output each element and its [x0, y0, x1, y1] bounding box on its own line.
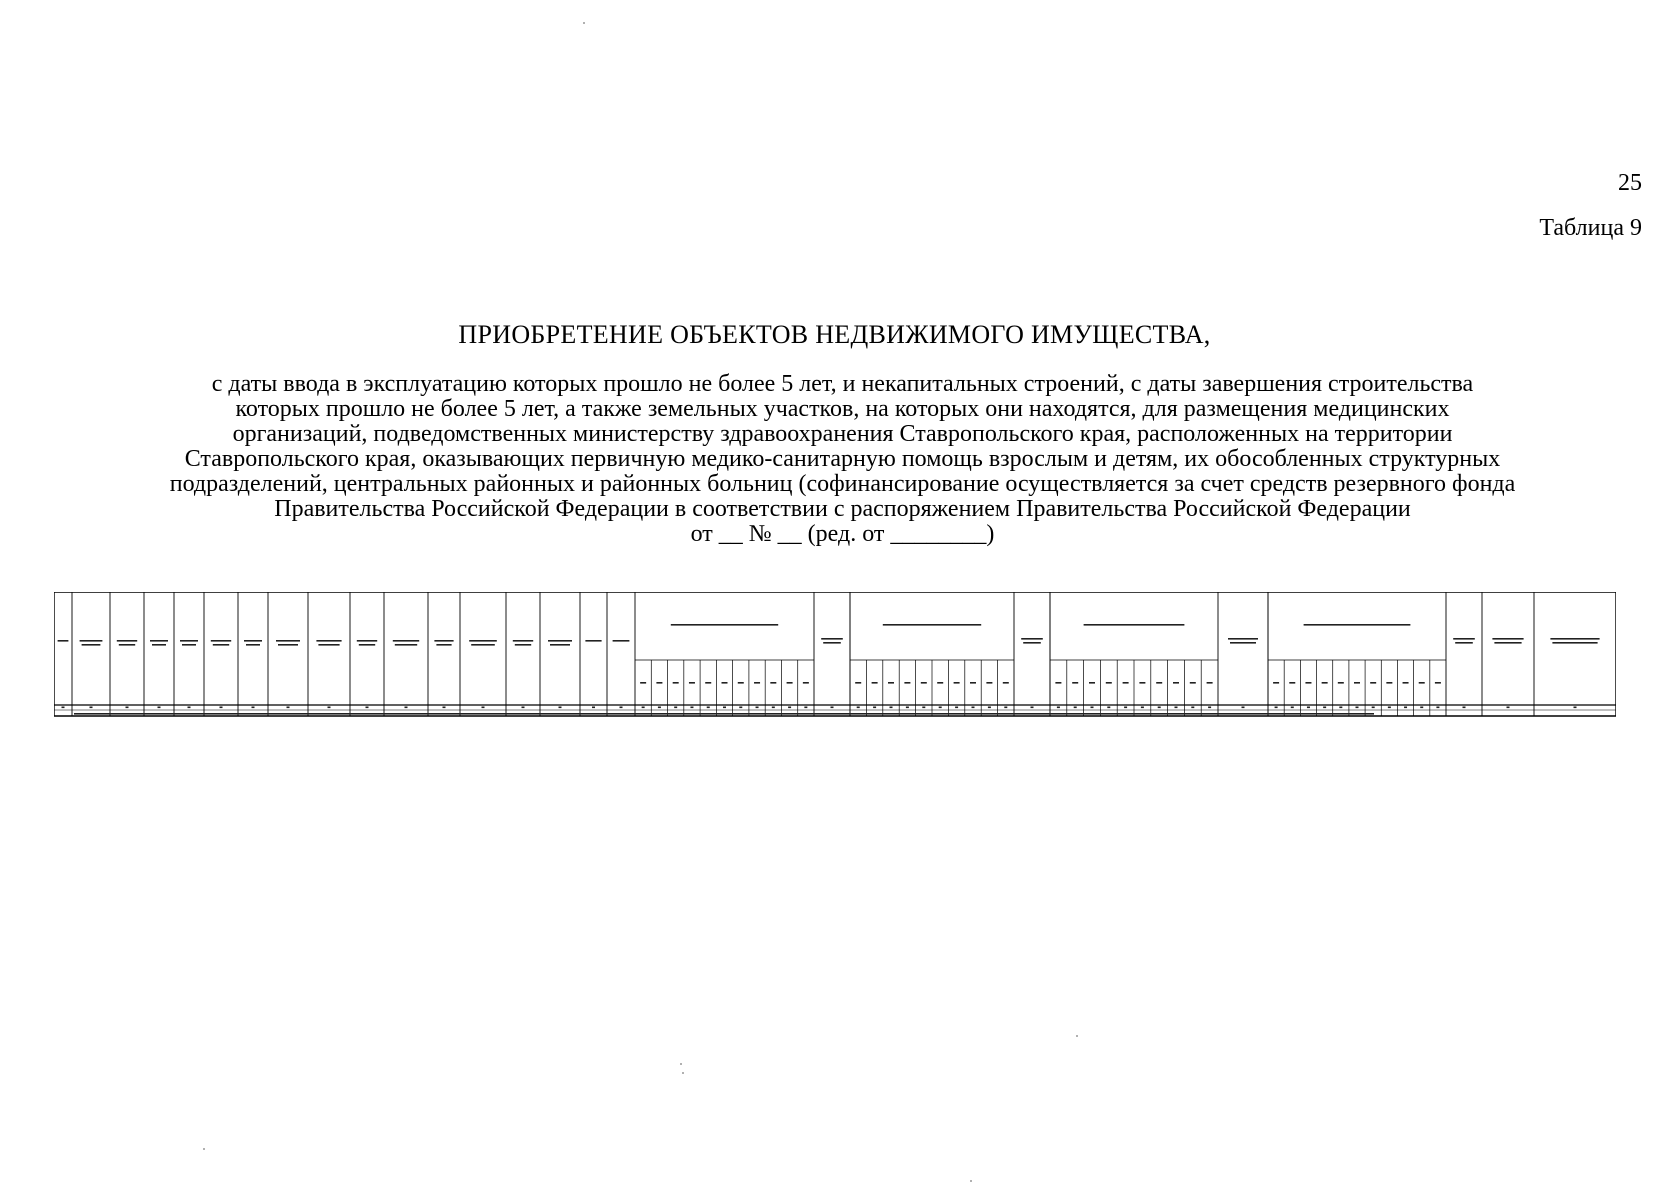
illegible-column-number [772, 707, 775, 709]
illegible-subcolumn-heading [872, 682, 878, 684]
illegible-column-number [857, 707, 860, 709]
illegible-column-number [707, 707, 710, 709]
illegible-column-heading [318, 644, 339, 646]
illegible-subcolumn-heading [954, 682, 960, 684]
illegible-subcolumn-heading [738, 682, 744, 684]
data-table [54, 592, 1616, 722]
illegible-column-heading [213, 644, 229, 646]
illegible-column-heading [316, 640, 341, 642]
scan-speck [680, 1063, 682, 1065]
illegible-column-number [1323, 707, 1326, 709]
illegible-column-number [831, 707, 834, 709]
illegible-column-number [739, 707, 742, 709]
illegible-subcolumn-heading [656, 682, 662, 684]
illegible-column-heading [119, 644, 135, 646]
illegible-column-number [939, 707, 942, 709]
illegible-column-heading [276, 640, 300, 642]
illegible-subcolumn-heading [1173, 682, 1179, 684]
scan-speck [583, 22, 585, 24]
illegible-column-heading [246, 644, 260, 646]
illegible-column-number [1463, 707, 1466, 709]
illegible-column-heading [1453, 638, 1475, 640]
scan-speck [970, 1180, 972, 1182]
illegible-subcolumn-heading [1055, 682, 1061, 684]
illegible-subcolumn-heading [937, 682, 943, 684]
illegible-subcolumn-heading [888, 682, 894, 684]
illegible-column-number [620, 707, 623, 709]
illegible-subcolumn-heading [673, 682, 679, 684]
illegible-subcolumn-heading [1305, 682, 1311, 684]
illegible-column-heading [1021, 638, 1043, 640]
illegible-column-number [1307, 707, 1310, 709]
illegible-subcolumn-heading [904, 682, 910, 684]
illegible-column-heading [150, 640, 168, 642]
illegible-column-heading [58, 640, 69, 642]
illegible-column-number [366, 707, 369, 709]
illegible-column-number [642, 707, 645, 709]
subtitle-line: от __ № __ (ред. от ________) [690, 521, 995, 547]
illegible-subcolumn-heading [1190, 682, 1196, 684]
illegible-column-heading [436, 644, 451, 646]
illegible-column-heading [585, 640, 601, 642]
illegible-column-number [906, 707, 909, 709]
illegible-column-heading [515, 644, 531, 646]
illegible-group-heading [1304, 624, 1411, 626]
illegible-column-number [559, 707, 562, 709]
illegible-column-number [1057, 707, 1060, 709]
illegible-column-heading [513, 640, 533, 642]
subtitle-line: которых прошло не более 5 лет, а также земельных участков, на которых они находятся, для размещения медицинских [235, 396, 1450, 422]
illegible-column-number [658, 707, 661, 709]
illegible-column-heading [613, 640, 630, 642]
illegible-subcolumn-heading [770, 682, 776, 684]
illegible-subcolumn-heading [1207, 682, 1213, 684]
illegible-column-heading [1023, 642, 1041, 644]
illegible-subcolumn-heading [1156, 682, 1162, 684]
illegible-column-number [756, 707, 759, 709]
document-title: ПРИОБРЕТЕНИЕ ОБЪЕКТОВ НЕДВИЖИМОГО ИМУЩЕСТВА, [458, 320, 1211, 349]
illegible-column-heading [548, 640, 572, 642]
subtitle-line: организаций, подведомственных министерству здравоохранения Ставропольского края, расположенных на территории [232, 421, 1453, 447]
illegible-column-number [252, 707, 255, 709]
subtitle-line: подразделений, центральных районных и районных больниц (софинансирование осуществляется за счет средств резервного фонда [169, 471, 1516, 497]
illegible-subcolumn-heading [754, 682, 760, 684]
illegible-subcolumn-heading [1139, 682, 1145, 684]
illegible-column-heading [244, 640, 262, 642]
illegible-column-number [1141, 707, 1144, 709]
illegible-column-number [1091, 707, 1094, 709]
illegible-column-number [1175, 707, 1178, 709]
illegible-column-number [788, 707, 791, 709]
illegible-subcolumn-heading [921, 682, 927, 684]
illegible-footnote [74, 713, 1374, 715]
illegible-subcolumn-heading [1289, 682, 1295, 684]
illegible-subcolumn-heading [1386, 682, 1392, 684]
illegible-subcolumn-heading [689, 682, 695, 684]
illegible-column-number [158, 707, 161, 709]
illegible-column-heading [1552, 642, 1597, 644]
illegible-column-number [405, 707, 408, 709]
illegible-column-number [126, 707, 129, 709]
illegible-column-number [1404, 707, 1407, 709]
illegible-column-number [972, 707, 975, 709]
document-subtitle [55, 372, 1630, 547]
illegible-subcolumn-heading [1354, 682, 1360, 684]
illegible-column-number [592, 707, 595, 709]
illegible-column-heading [1550, 638, 1599, 640]
illegible-column-number [955, 707, 958, 709]
illegible-column-number [1388, 707, 1391, 709]
illegible-column-heading [393, 640, 419, 642]
illegible-column-number [1574, 707, 1577, 709]
subtitle-line: с даты ввода в эксплуатацию которых прошло не более 5 лет, и некапитальных строений, с даты завершения строительства [211, 371, 1474, 397]
illegible-column-number [723, 707, 726, 709]
illegible-subcolumn-heading [1322, 682, 1328, 684]
illegible-column-number [690, 707, 693, 709]
illegible-column-number [443, 707, 446, 709]
illegible-column-number [328, 707, 331, 709]
illegible-column-heading [180, 640, 198, 642]
illegible-column-heading [469, 640, 497, 642]
illegible-column-heading [471, 644, 495, 646]
illegible-column-number [1356, 707, 1359, 709]
illegible-column-heading [357, 640, 377, 642]
illegible-column-number [1107, 707, 1110, 709]
illegible-column-number [1372, 707, 1375, 709]
illegible-column-heading [550, 644, 570, 646]
page-number: 25 [1618, 170, 1642, 196]
illegible-column-number [220, 707, 223, 709]
illegible-column-number [1031, 707, 1034, 709]
illegible-column-number [804, 707, 807, 709]
illegible-group-heading [671, 624, 778, 626]
illegible-column-number [1420, 707, 1423, 709]
illegible-subcolumn-heading [1003, 682, 1009, 684]
illegible-column-number [482, 707, 485, 709]
data-table-grid [54, 592, 1616, 722]
illegible-subcolumn-heading [1338, 682, 1344, 684]
illegible-column-number [1124, 707, 1127, 709]
illegible-column-number [1291, 707, 1294, 709]
illegible-column-number [890, 707, 893, 709]
illegible-column-heading [821, 638, 843, 640]
illegible-subcolumn-heading [1435, 682, 1441, 684]
illegible-column-number [922, 707, 925, 709]
illegible-column-number [1004, 707, 1007, 709]
illegible-subcolumn-heading [705, 682, 711, 684]
illegible-subcolumn-heading [1403, 682, 1409, 684]
illegible-column-heading [1492, 638, 1523, 640]
illegible-subcolumn-heading [1370, 682, 1376, 684]
illegible-subcolumn-heading [1419, 682, 1425, 684]
scan-speck [1076, 1035, 1078, 1037]
illegible-column-heading [80, 640, 103, 642]
illegible-column-heading [211, 640, 231, 642]
illegible-column-heading [152, 644, 166, 646]
illegible-group-heading [883, 624, 981, 626]
scan-speck [203, 1148, 205, 1150]
illegible-subcolumn-heading [803, 682, 809, 684]
illegible-column-number [287, 707, 290, 709]
illegible-column-number [62, 707, 65, 709]
illegible-subcolumn-heading [1072, 682, 1078, 684]
illegible-column-number [90, 707, 93, 709]
illegible-column-heading [1230, 642, 1256, 644]
illegible-column-heading [278, 644, 298, 646]
illegible-column-number [674, 707, 677, 709]
illegible-column-number [1275, 707, 1278, 709]
illegible-column-number [1242, 707, 1245, 709]
illegible-column-heading [395, 644, 417, 646]
illegible-column-heading [117, 640, 137, 642]
illegible-column-heading [1455, 642, 1473, 644]
illegible-column-number [1339, 707, 1342, 709]
illegible-column-heading [823, 642, 841, 644]
illegible-subcolumn-heading [970, 682, 976, 684]
illegible-column-number [988, 707, 991, 709]
illegible-column-heading [1494, 642, 1521, 644]
illegible-column-number [1158, 707, 1161, 709]
illegible-subcolumn-heading [1106, 682, 1112, 684]
illegible-column-number [873, 707, 876, 709]
table-label: Таблица 9 [1539, 215, 1642, 241]
illegible-column-number [522, 707, 525, 709]
illegible-subcolumn-heading [1123, 682, 1129, 684]
illegible-subcolumn-heading [986, 682, 992, 684]
illegible-column-heading [1228, 638, 1258, 640]
illegible-column-heading [82, 644, 101, 646]
illegible-column-heading [359, 644, 375, 646]
illegible-subcolumn-heading [1089, 682, 1095, 684]
illegible-group-heading [1084, 624, 1185, 626]
illegible-column-number [1208, 707, 1211, 709]
illegible-column-heading [182, 644, 196, 646]
subtitle-line: Ставропольского края, оказывающих первичную медико-санитарную помощь взрослым и детям, их обособленных структурных [184, 446, 1501, 472]
illegible-subcolumn-heading [1273, 682, 1279, 684]
illegible-subcolumn-heading [787, 682, 793, 684]
illegible-column-number [1436, 707, 1439, 709]
illegible-column-number [188, 707, 191, 709]
subtitle-line: Правительства Российской Федерации в соответствии с распоряжением Правительства Российской Федерации [274, 496, 1411, 522]
illegible-column-number [1191, 707, 1194, 709]
illegible-column-number [1507, 707, 1510, 709]
scan-speck [682, 1072, 684, 1074]
illegible-subcolumn-heading [640, 682, 646, 684]
illegible-column-heading [434, 640, 453, 642]
illegible-subcolumn-heading [722, 682, 728, 684]
illegible-subcolumn-heading [855, 682, 861, 684]
illegible-column-number [1074, 707, 1077, 709]
